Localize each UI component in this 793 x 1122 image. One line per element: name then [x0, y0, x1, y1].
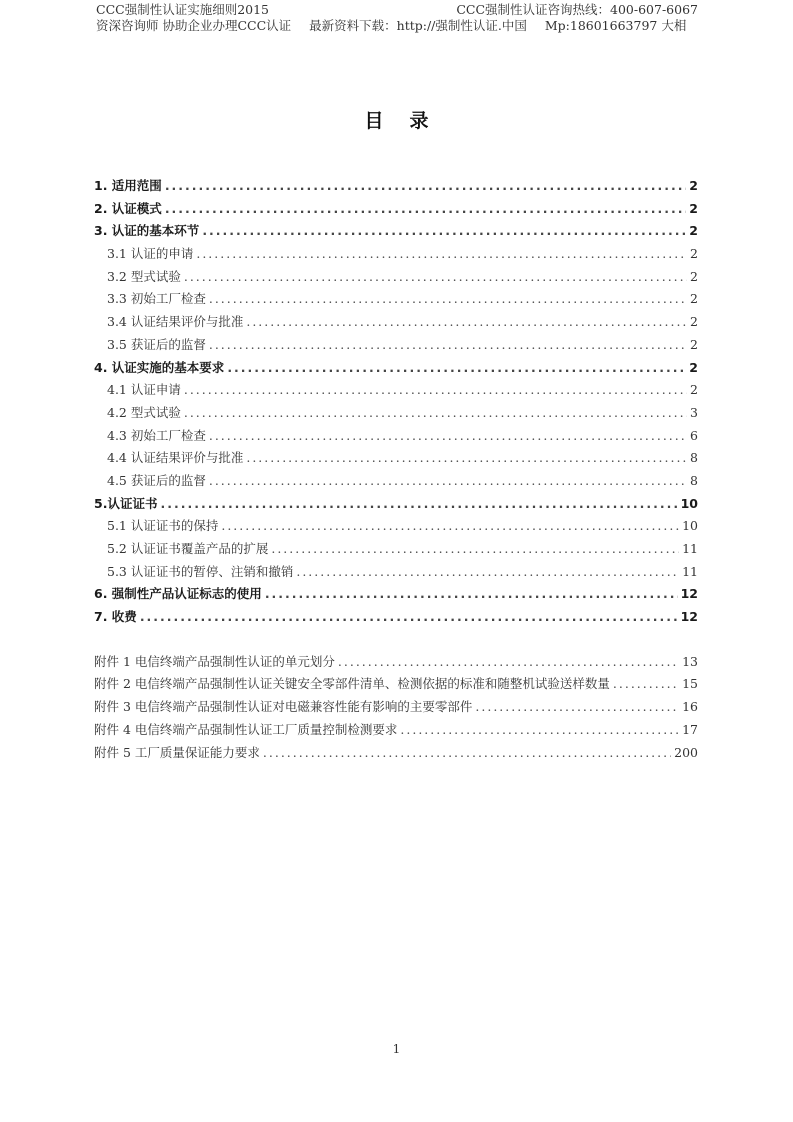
dot-leader [400, 722, 679, 737]
header-doc-title: CCC强制性认证实施细则2015 [96, 2, 270, 17]
toc-entry[interactable] [94, 471, 698, 494]
dot-leader [209, 473, 687, 488]
page-header [96, 2, 698, 34]
dot-leader [227, 360, 686, 375]
toc-entry[interactable] [94, 358, 698, 381]
toc-entry[interactable] [94, 244, 698, 267]
appendix-label: 附件 4 电信终端产品强制性认证工厂质量控制检测要求 [94, 721, 398, 737]
toc-label: 1. 适用范围 [94, 178, 162, 193]
toc-page-number: 11 [682, 563, 698, 579]
toc-label: 6. 强制性产品认证标志的使用 [94, 586, 262, 602]
toc-page-number: 2 [689, 223, 698, 239]
toc-page-number: 2 [689, 178, 698, 193]
dot-leader [613, 676, 679, 691]
toc-page-number: 8 [690, 472, 698, 488]
toc-page-number: 11 [682, 541, 698, 556]
appendix-label: 附件 5 工厂质量保证能力要求 [94, 744, 260, 760]
dot-leader [196, 246, 687, 261]
toc-label: 4.2 型式试验 [107, 404, 181, 420]
toc-label: 3.5 获证后的监督 [107, 336, 206, 352]
toc-label: 5.3 认证证书的暂停、注销和撤销 [107, 563, 294, 579]
dot-leader [338, 654, 679, 669]
toc-label: 5.1 认证证书的保持 [107, 518, 219, 534]
dot-leader [475, 699, 679, 714]
toc-label: 3. 认证的基本环节 [94, 223, 200, 239]
toc-entry[interactable] [94, 426, 698, 449]
appendix-label: 附件 2 电信终端产品强制性认证关键安全零部件清单、检测依据的标准和随整机试验送样数量 [94, 676, 610, 692]
toc-entry[interactable] [94, 267, 698, 290]
toc-page-number: 2 [689, 359, 698, 375]
appendix-page-number: 17 [682, 721, 698, 737]
toc-page-number: 2 [690, 314, 698, 330]
toc-entry[interactable] [94, 448, 698, 471]
dot-leader [209, 337, 687, 352]
appendix-entry[interactable] [94, 743, 698, 766]
toc-label: 5.认证证书 [94, 495, 158, 511]
toc-entry[interactable] [94, 199, 698, 222]
toc-entry[interactable] [94, 494, 698, 517]
toc-entry[interactable] [94, 380, 698, 403]
dot-leader [140, 609, 678, 624]
toc-label: 3.2 型式试验 [107, 268, 181, 284]
toc-page-number: 10 [680, 495, 698, 511]
toc-page-number: 8 [690, 450, 698, 466]
toc-entry[interactable] [94, 176, 698, 199]
appendix-entry[interactable] [94, 652, 698, 675]
header-hotline: CCC强制性认证咨询热线：400-607-6067 [456, 2, 698, 17]
toc-page-number: 10 [682, 518, 698, 534]
toc-label: 4.4 认证结果评价与批准 [107, 450, 244, 466]
toc-label: 4. 认证实施的基本要求 [94, 359, 225, 375]
toc-page-number: 12 [680, 609, 698, 625]
dot-leader [165, 178, 686, 193]
toc-label: 3.1 认证的申请 [107, 246, 194, 262]
dot-leader [221, 518, 679, 533]
appendix-label: 附件 3 电信终端产品强制性认证对电磁兼容性能有影响的主要零部件 [94, 699, 473, 715]
section-gap [94, 630, 698, 652]
toc-page-number: 2 [690, 291, 698, 307]
dot-leader [209, 291, 687, 306]
toc-entry[interactable] [94, 312, 698, 335]
toc-entry[interactable] [94, 584, 698, 607]
toc-label: 2. 认证模式 [94, 200, 162, 216]
header-phone: Mp:18601663797 大相 [544, 18, 687, 33]
toc-page-number: 2 [690, 268, 698, 284]
dot-leader [209, 428, 687, 443]
appendix-label: 附件 1 电信终端产品强制性认证的单元划分 [94, 653, 335, 669]
header-download: 最新资料下载：http://强制性认证.中国 [309, 18, 527, 33]
appendix-entry[interactable] [94, 674, 698, 697]
dot-leader [265, 586, 678, 601]
appendix-entry[interactable] [94, 720, 698, 743]
appendix-page-number: 13 [682, 653, 698, 669]
toc-page-number: 2 [689, 200, 698, 216]
dot-leader [184, 269, 687, 284]
page-title: 目录 [364, 110, 455, 132]
dot-leader [263, 745, 671, 760]
toc-page-number: 3 [690, 404, 698, 420]
toc-label: 3.4 认证结果评价与批准 [107, 314, 244, 330]
toc-entry[interactable] [94, 539, 698, 562]
toc-entry[interactable] [94, 289, 698, 312]
dot-leader [246, 450, 687, 465]
toc-label: 4.3 初始工厂检查 [107, 427, 206, 443]
page-number: 1 [392, 1042, 401, 1056]
dot-leader [184, 405, 687, 420]
toc-label: 4.1 认证申请 [107, 382, 181, 398]
toc-entry[interactable] [94, 221, 698, 244]
appendix-page-number: 200 [674, 744, 698, 760]
toc-entry[interactable] [94, 562, 698, 585]
toc-page-number: 2 [690, 382, 698, 398]
toc-label: 5.2 认证证书覆盖产品的扩展 [107, 541, 269, 556]
dot-leader [184, 382, 687, 397]
toc-entry[interactable] [94, 607, 698, 630]
toc-page-number: 12 [680, 586, 698, 602]
appendix-page-number: 16 [682, 699, 698, 715]
toc-page-number: 2 [690, 246, 698, 262]
toc-label: 4.5 获证后的监督 [107, 472, 206, 488]
appendix-entry[interactable] [94, 697, 698, 720]
appendix-page-number: 15 [682, 676, 698, 692]
dot-leader [246, 314, 687, 329]
toc-page-number: 6 [690, 427, 698, 443]
toc-label: 7. 收费 [94, 609, 137, 625]
dot-leader [165, 201, 686, 216]
dot-leader [296, 564, 679, 579]
toc-label: 3.3 初始工厂检查 [107, 291, 206, 307]
toc-page-number: 2 [690, 336, 698, 352]
table-of-contents [94, 176, 698, 765]
toc-entry[interactable] [94, 516, 698, 539]
dot-leader [160, 496, 677, 511]
dot-leader [271, 541, 679, 556]
dot-leader [202, 223, 686, 238]
header-consultant: 资深咨询师 协助企业办理CCC认证 [96, 18, 292, 33]
toc-entry[interactable] [94, 403, 698, 426]
toc-entry[interactable] [94, 335, 698, 358]
